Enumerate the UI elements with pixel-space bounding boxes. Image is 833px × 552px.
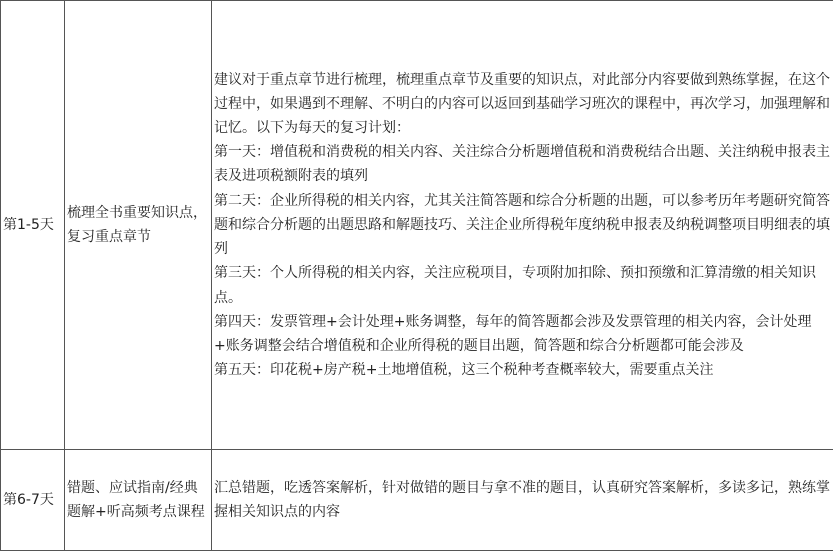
focus-cell: 错题、应试指南/经典题解+听高频考点课程 [65, 450, 212, 551]
day-range-cell: 第6-7天 [1, 450, 65, 551]
detail-day-2: 第二天：企业所得税的相关内容，尤其关注简答题和综合分析题的出题，可以参考历年考题研究简答题和综合分析题的出题思路和解题技巧、关注企业所得税年度纳税申报表及纳税调整项目明细表的填列 [214, 192, 830, 258]
focus-cell: 梳理全书重要知识点，复习重点章节 [65, 1, 212, 450]
detail-cell [212, 450, 833, 551]
table-row [1, 1, 833, 450]
day-range-cell: 第1-5天 [1, 1, 65, 450]
table-row [1, 450, 833, 551]
detail-cell [212, 1, 833, 450]
detail-day-1: 第一天：增值税和消费税的相关内容、关注综合分析题增值税和消费税结合出题、关注纳税申报表主表及进项税额附表的填列 [214, 144, 830, 185]
detail-day-3: 第三天：个人所得税的相关内容，关注应税项目，专项附加扣除、预扣预缴和汇算清缴的相关知识点。 [214, 265, 816, 306]
detail-day-5: 第五天：印花税+房产税+土地增值税，这三个税种考查概率较大，需要重点关注 [214, 362, 714, 379]
detail-day-4: 第四天：发票管理+会计处理+账务调整，每年的简答题都会涉及发票管理的相关内容，会计处理+账务调整会结合增值税和企业所得税的题目出题，简答题和综合分析题都可能会涉及 [214, 313, 812, 354]
detail-intro: 建议对于重点章节进行梳理，梳理重点章节及重要的知识点，对此部分内容要做到熟练掌握，在这个过程中，如果遇到不理解、不明白的内容可以返回到基础学习班次的课程中，再次学习，加强理解和记忆。以下为每天的复习计划： [214, 71, 830, 137]
detail-review: 汇总错题，吃透答案解析，针对做错的题目与拿不准的题目，认真研究答案解析，多读多记，熟练掌握相关知识点的内容 [214, 479, 830, 520]
